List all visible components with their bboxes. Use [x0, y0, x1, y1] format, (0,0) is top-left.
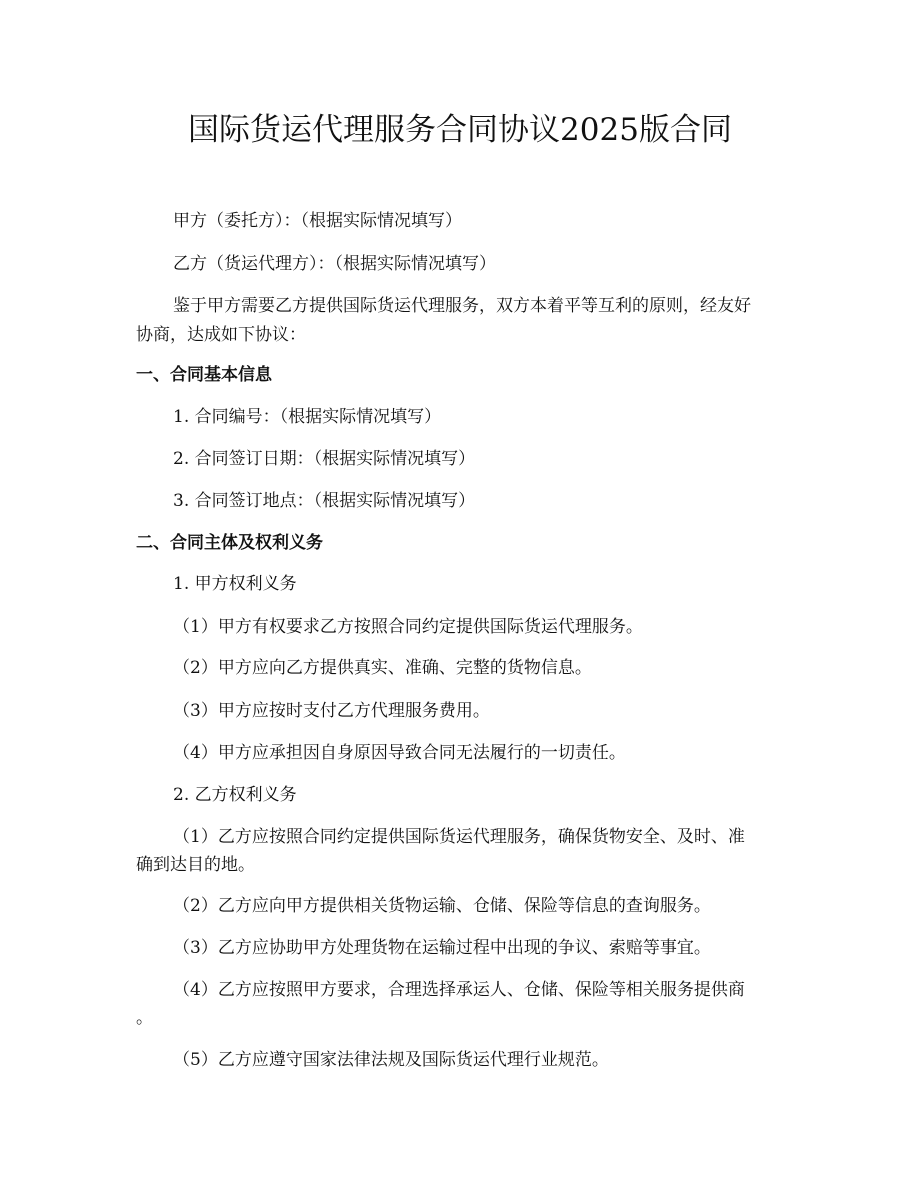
- list-item: （2）乙方应向甲方提供相关货物运输、仓储、保险等信息的查询服务。: [173, 896, 711, 916]
- list-item: 3. 合同签订地点：（根据实际情况填写）: [173, 491, 476, 511]
- list-item: 1. 合同编号：（根据实际情况填写）: [173, 407, 442, 427]
- list-item: （3）甲方应按时支付乙方代理服务费用。: [173, 701, 490, 721]
- document-title: 国际货运代理服务合同协议2025版合同: [188, 112, 732, 148]
- party-b-line: 乙方（货运代理方）：（根据实际情况填写）: [173, 254, 496, 274]
- list-item-continuation: 。: [136, 1008, 153, 1028]
- subsection-label: 1. 甲方权利义务: [173, 574, 297, 594]
- list-item: 2. 合同签订日期：（根据实际情况填写）: [173, 449, 476, 469]
- list-item: （4）乙方应按照甲方要求，合理选择承运人、仓储、保险等相关服务提供商: [173, 980, 745, 1000]
- section-heading-2: 二、合同主体及权利义务: [136, 533, 323, 553]
- section-heading-1: 一、合同基本信息: [136, 365, 272, 385]
- list-item: （5）乙方应遵守国家法律法规及国际货运代理行业规范。: [173, 1050, 609, 1070]
- list-item-continuation: 确到达目的地。: [136, 855, 255, 875]
- party-a-line: 甲方（委托方）：（根据实际情况填写）: [173, 211, 462, 231]
- list-item: （1）乙方应按照合同约定提供国际货运代理服务，确保货物安全、及时、准: [173, 827, 745, 847]
- list-item: （1）甲方有权要求乙方按照合同约定提供国际货运代理服务。: [173, 617, 643, 637]
- list-item: （4）甲方应承担因自身原因导致合同无法履行的一切责任。: [173, 743, 626, 763]
- list-item: （3）乙方应协助甲方处理货物在运输过程中出现的争议、索赔等事宜。: [173, 938, 711, 958]
- preamble-line-2: 协商，达成如下协议：: [136, 325, 306, 345]
- subsection-label: 2. 乙方权利义务: [173, 785, 297, 805]
- preamble-line-1: 鉴于甲方需要乙方提供国际货运代理服务，双方本着平等互利的原则，经友好: [173, 296, 751, 316]
- list-item: （2）甲方应向乙方提供真实、准确、完整的货物信息。: [173, 658, 592, 678]
